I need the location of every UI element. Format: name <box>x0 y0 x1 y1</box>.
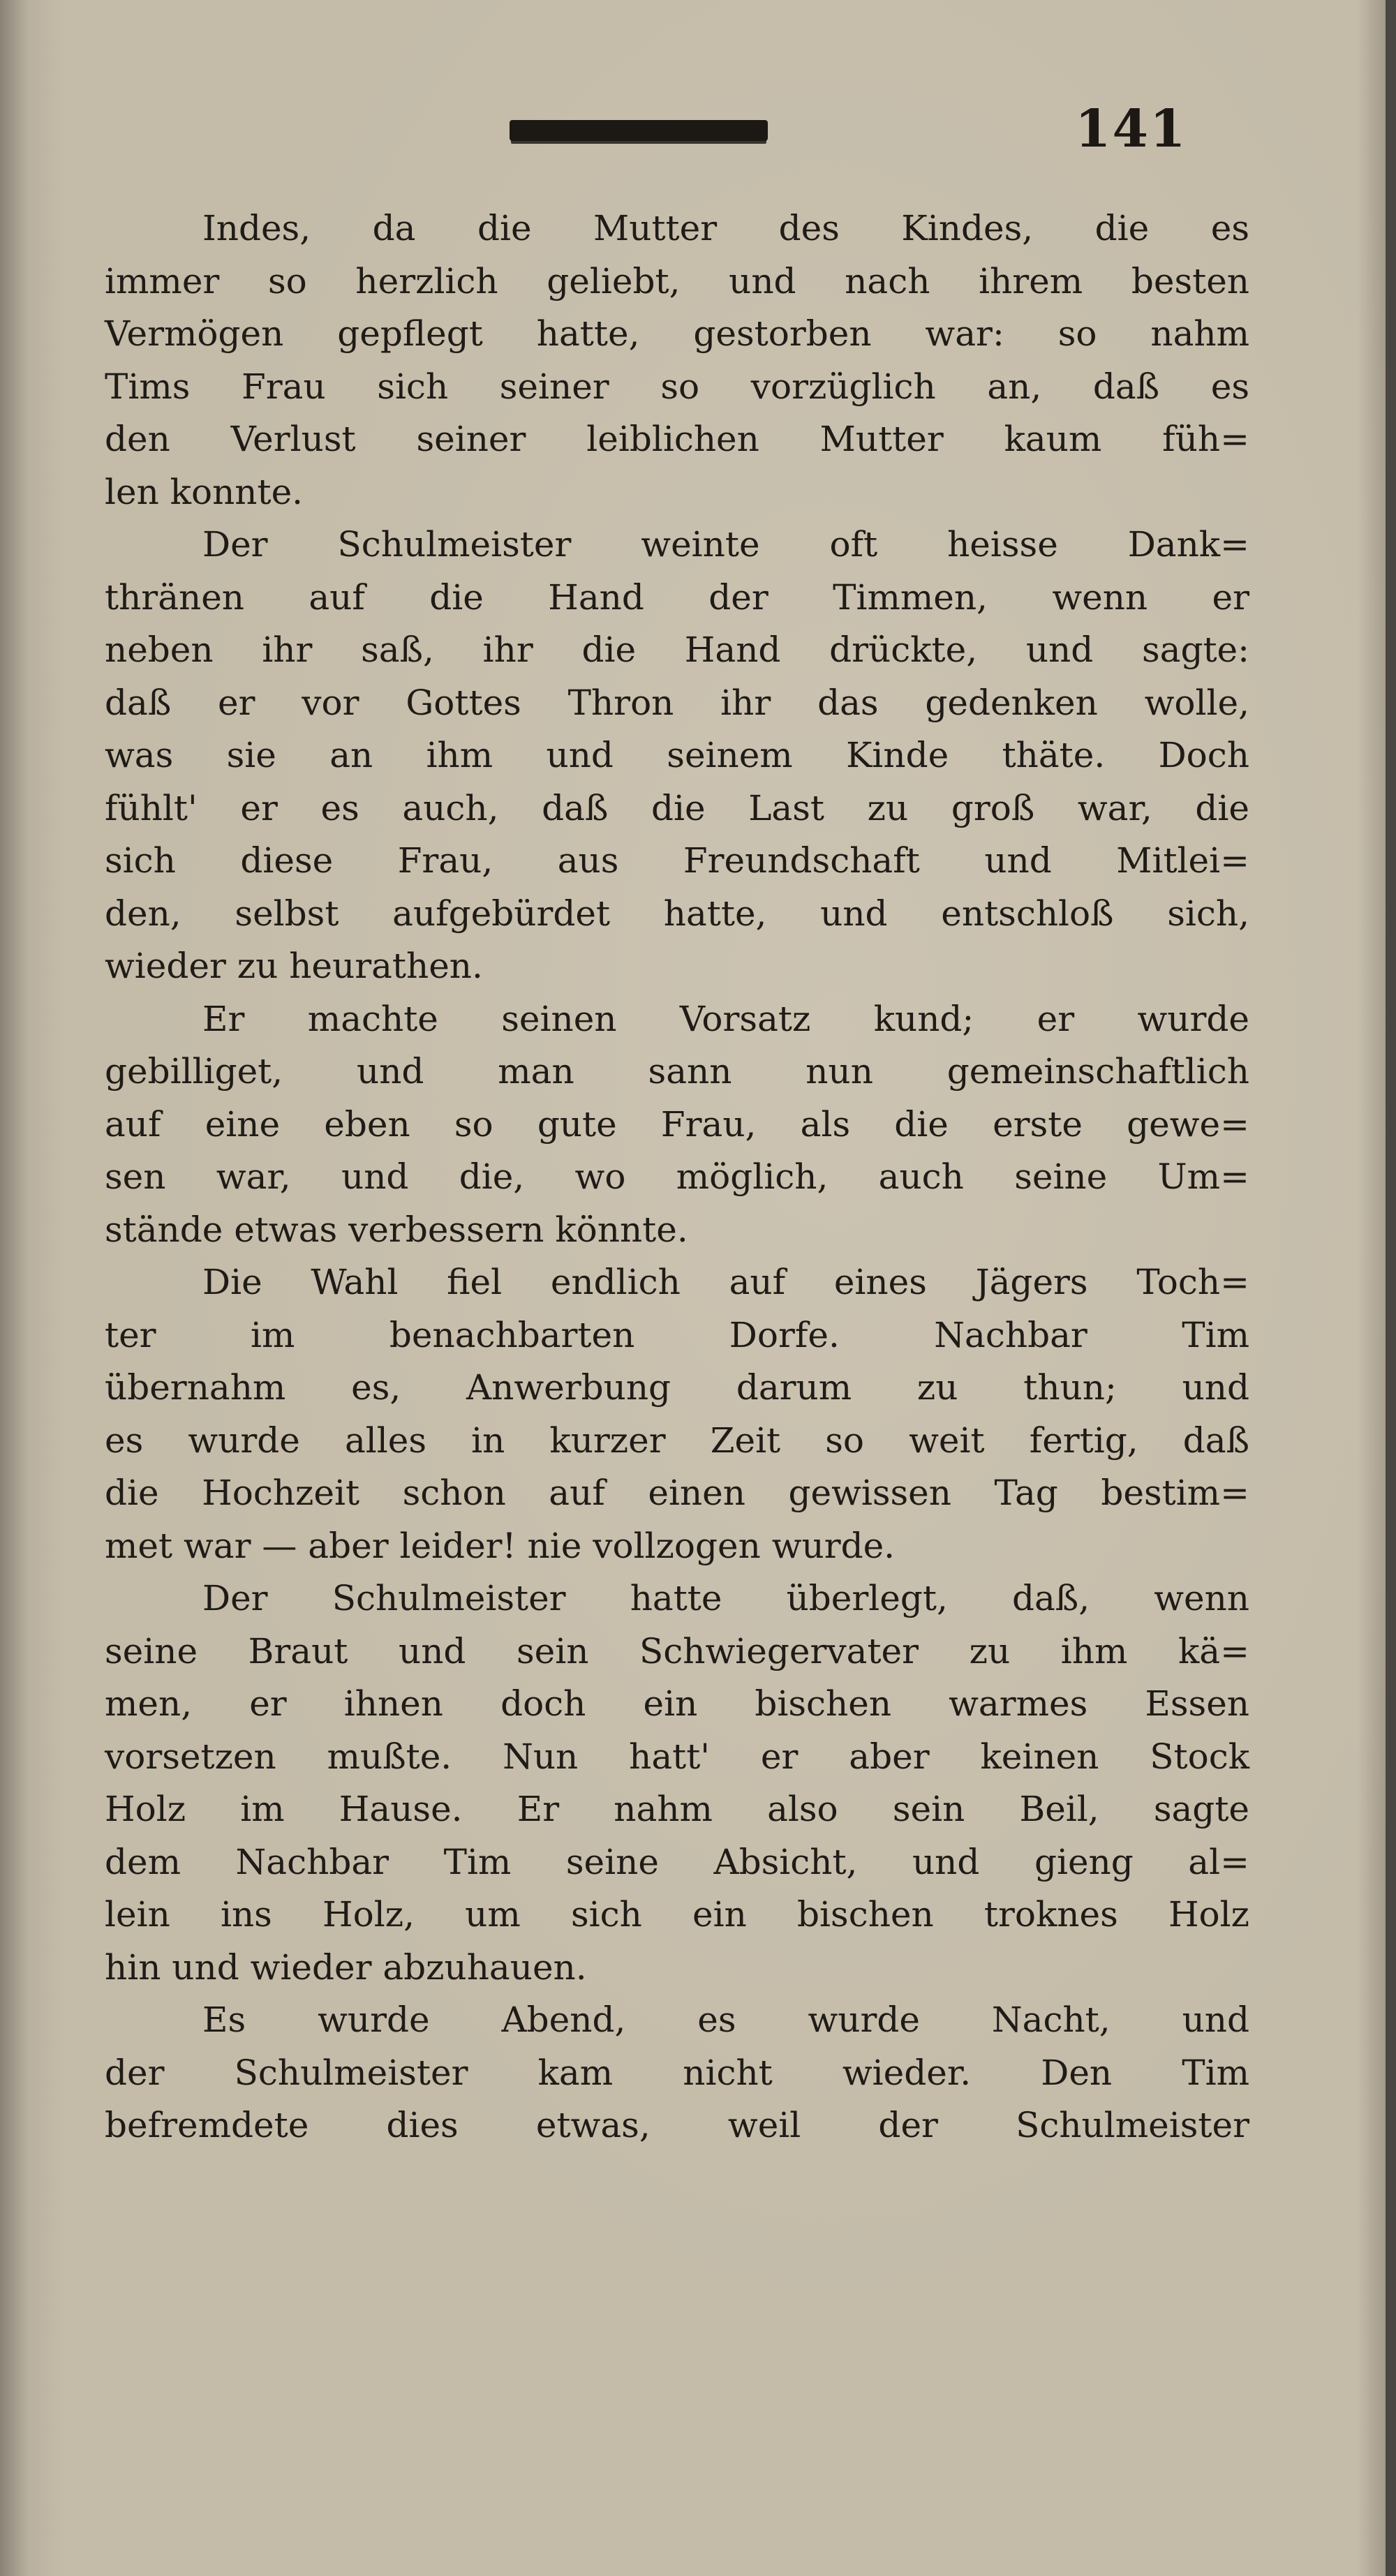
text-line: seine Braut und sein Schwiegervater zu ihm kä= <box>105 1630 1249 1672</box>
text-line: ter im benachbarten Dorfe. Nachbar Tim <box>105 1314 1249 1355</box>
text-line: thränen auf die Hand der Timmen, wenn er <box>105 576 1249 618</box>
page-header <box>0 99 1386 174</box>
text-line: Der Schulmeister hatte überlegt, daß, wenn <box>202 1578 1249 1618</box>
text-line: auf eine eben so gute Frau, als die erste gewe= <box>105 1103 1249 1145</box>
header-rule <box>510 120 768 141</box>
text-line: wieder zu heurathen. <box>105 946 483 986</box>
text-line: Der Schulmeister weinte oft heisse Dank= <box>202 524 1249 565</box>
text-line: befremdete dies etwas, weil der Schulmeister <box>105 2105 1249 2145</box>
text-line: der Schulmeister kam nicht wieder. Den Tim <box>105 2052 1249 2093</box>
text-line: sen war, und die, wo möglich, auch seine Um= <box>105 1156 1249 1197</box>
text-line: stände etwas verbessern könnte. <box>105 1209 688 1250</box>
text-line: Die Wahl fiel endlich auf eines Jägers Toch= <box>202 1262 1249 1302</box>
text-line: dem Nachbar Tim seine Absicht, und gieng al= <box>105 1841 1249 1882</box>
text-line: die Hochzeit schon auf einen gewissen Tag bestim= <box>105 1473 1249 1513</box>
text-line: den, selbst aufgebürdet hatte, und entschloß sich, <box>105 893 1249 934</box>
text-line: den Verlust seiner leiblichen Mutter kaum füh= <box>105 419 1249 459</box>
text-line: Vermögen gepflegt hatte, gestorben war: so nahm <box>105 313 1249 354</box>
text-line: es wurde alles in kurzer Zeit so weit fertig, daß <box>105 1420 1249 1461</box>
text-line: men, er ihnen doch ein bischen warmes Essen <box>105 1683 1249 1724</box>
text-line: neben ihr saß, ihr die Hand drückte, und sagte: <box>105 630 1249 670</box>
text-line: immer so herzlich geliebt, und nach ihrem besten <box>105 260 1249 301</box>
text-line: lein ins Holz, um sich ein bischen troknes Holz <box>105 1894 1249 1935</box>
text-line: Es wurde Abend, es wurde Nacht, und <box>202 2000 1249 2040</box>
text-line: übernahm es, Anwerbung darum zu thun; und <box>105 1367 1249 1408</box>
text-line: len konnte. <box>105 471 304 512</box>
text-line: vorsetzen mußte. Nun hatt' er aber keinen Stock <box>105 1736 1249 1777</box>
text-line: gebilliget, und man sann nun gemeinschaftlich <box>105 1051 1249 1092</box>
text-line: was sie an ihm und seinem Kinde thäte. Doch <box>105 735 1249 775</box>
page-number: 141 <box>1075 99 1187 159</box>
text-line: sich diese Frau, aus Freundschaft und Mitlei= <box>105 840 1249 881</box>
text-line: fühlt' er es auch, daß die Last zu groß war, die <box>105 787 1249 828</box>
text-line: daß er vor Gottes Thron ihr das gedenken wolle, <box>105 682 1249 723</box>
text-line: hin und wieder abzuhauen. <box>105 1946 587 1988</box>
text-line: met war — aber leider! nie vollzogen wurde. <box>105 1525 896 1566</box>
text-line: Holz im Hause. Er nahm also sein Beil, sagte <box>105 1789 1249 1829</box>
text-line: Er machte seinen Vorsatz kund; er wurde <box>202 998 1249 1039</box>
body-text <box>105 202 1249 2152</box>
text-line: Tims Frau sich seiner so vorzüglich an, daß es <box>105 366 1249 407</box>
text-line: Indes, da die Mutter des Kindes, die es <box>202 208 1249 248</box>
